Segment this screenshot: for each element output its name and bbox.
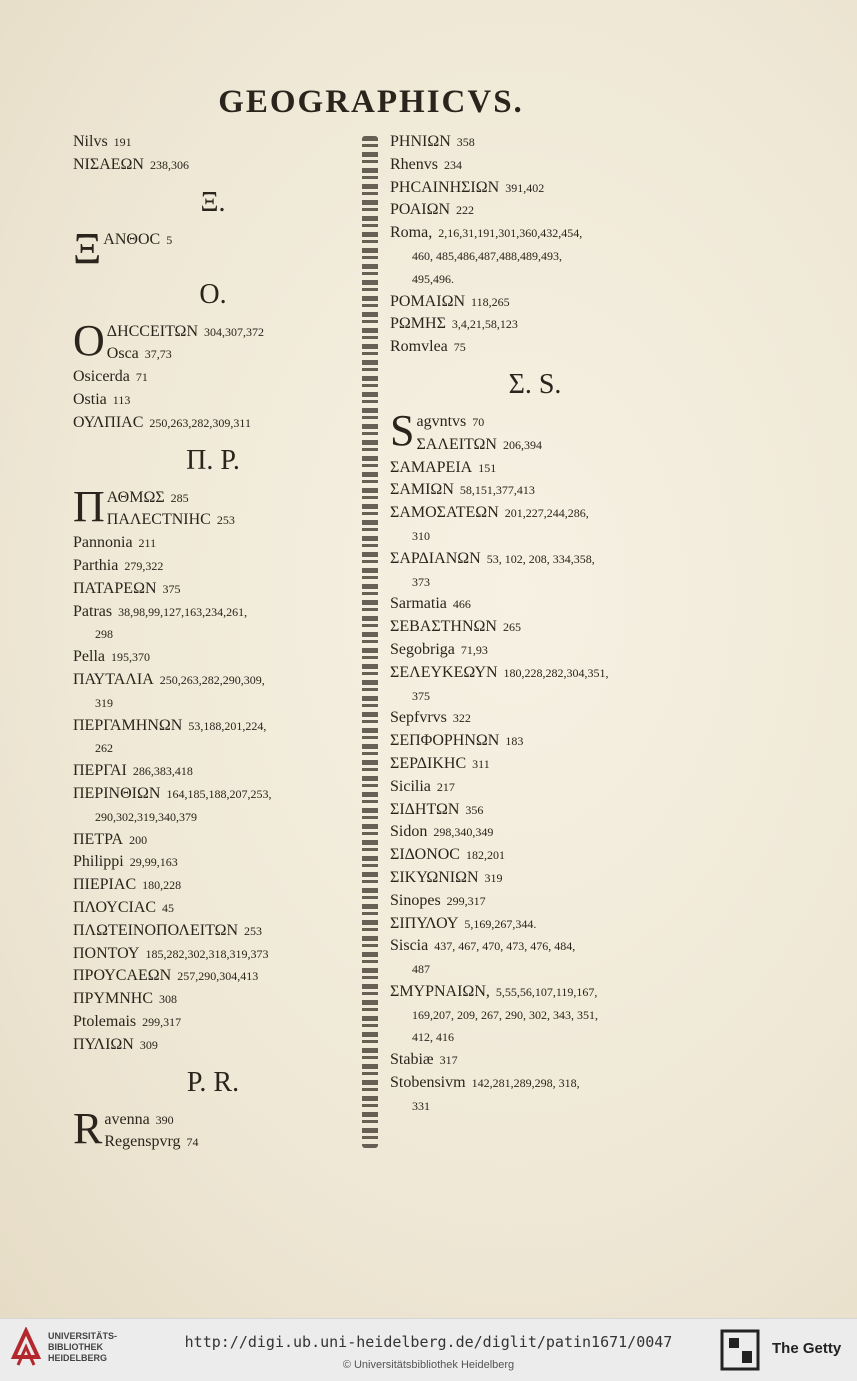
index-entry [390,502,680,525]
entry-term: ΡΗCΑΙΝΗΣΙΩΝ [390,178,500,196]
entry-page-numbers: 265 [502,620,521,635]
index-entry [390,821,680,844]
index-entry [73,783,353,806]
index-entry [390,199,680,222]
index-entry [73,131,353,154]
index-entry [390,154,680,177]
index-entry [390,639,680,662]
entry-term: Roma, [390,224,433,242]
entry-term: ΡΟΑΙΩΝ [390,201,451,219]
entry-page-numbers: 183 [505,734,524,749]
entry-page-numbers: 257,290,304,413 [177,969,259,984]
entry-term: Philippi [73,853,124,871]
entry-term: ΣΑΡΔΙΑΝΩΝ [390,549,481,567]
entry-page-numbers: 195,370 [111,650,150,665]
entry-page-numbers: 391,402 [505,180,545,195]
index-column-right [390,131,680,1118]
entry-continuation: 412, 416 [412,1030,454,1045]
entry-page-numbers: 311 [472,756,490,771]
entry-term: Rhenvs [390,155,438,173]
index-entry [390,479,680,502]
index-entry [390,890,680,913]
section-letter-heading: Ξ. [200,186,226,218]
entry-term: Parthia [73,556,119,574]
drop-cap-lines [103,229,172,252]
index-entry [416,434,542,457]
index-entry [73,760,353,783]
entry-continuation: 290,302,319,340,379 [95,809,197,824]
section-letter-heading: Π. P. [186,444,240,476]
index-entry [390,844,680,867]
index-entry [390,753,680,776]
entry-continuation: 375 [412,688,430,703]
entry-page-numbers: 185,282,302,318,319,373 [145,946,269,961]
entry-term: Osca [106,345,139,363]
entry-term: ΣΙΠΥΛΟΥ [390,914,459,932]
library-line: BIBLIOTHEK [48,1342,103,1352]
entry-page-numbers: 286,383,418 [132,764,193,779]
entry-term: ΠΙΕΡΙΑC [73,876,137,894]
copyright-notice: © Universitätsbibliothek Heidelberg [342,1359,515,1371]
entry-term: ΣΑΛΕΙΤΩΝ [416,435,497,453]
entry-page-numbers: 2,16,31,191,301,360,432,454, [438,226,583,241]
entry-page-numbers: 201,227,244,286, [504,506,589,521]
index-entry [390,662,680,685]
entry-page-numbers: 113 [112,392,131,407]
entry-continuation: 495,496. [412,271,454,286]
entry-page-numbers: 437, 467, 470, 473, 476, 484, [434,939,576,954]
entry-page-numbers: 466 [452,597,471,612]
entry-continuation: 487 [412,962,430,977]
entry-page-numbers: 58,151,377,413 [459,483,535,498]
section-letter-heading: O. [199,278,227,310]
entry-term: Patras [73,602,113,620]
index-entry [104,1131,198,1154]
entry-page-numbers: 309 [139,1037,158,1052]
index-entry [73,601,353,624]
entry-page-numbers: 299,317 [142,1014,182,1029]
index-entry [107,321,264,344]
index-entry [390,616,680,639]
entry-term: ΡΗΝΙΩΝ [390,133,451,150]
entry-page-numbers: 191 [113,135,132,149]
entry-term: ΟΥΛΠΙΑC [73,413,144,431]
drop-cap-lines [107,487,235,533]
entry-page-numbers: 142,281,289,298, 318, [471,1076,580,1091]
entry-page-numbers: 180,228 [142,878,182,893]
index-entry [390,177,680,200]
drop-cap-lines [107,321,264,367]
index-entry [107,343,264,366]
index-entry [390,776,680,799]
entry-term: Stobensivm [390,1074,466,1092]
index-entry [73,943,353,966]
entry-term: Osicerda [73,368,130,386]
entry-term: ΑΘΜΩΣ [106,488,165,506]
entry-term: ΣΙΔΗΤΩΝ [390,800,460,818]
entry-page-numbers: 285 [170,490,189,505]
drop-cap-initial: Ξ [73,223,102,273]
entry-term: Romvlea [390,338,448,356]
entry-page-numbers: 180,228,282,304,351, [503,665,609,680]
entry-term: ΠΑΛΕCΤΝΙΗC [106,511,211,529]
entry-page-numbers: 298,340,349 [433,825,494,840]
entry-continuation: 373 [412,574,430,589]
drop-cap-initial: R [73,1103,103,1153]
entry-term: ΣΜΥΡΝΑΙΩΝ, [390,982,490,1000]
entry-page-numbers: 211 [138,536,157,551]
index-entry [73,532,353,555]
entry-term: ΣΙΔΟΝΟC [390,846,460,864]
entry-page-numbers: 200 [129,832,148,847]
index-entry [73,389,353,412]
index-entry [390,730,680,753]
entry-term: ΠΡΥΜΝΗC [73,990,154,1008]
drop-cap-initial: S [390,405,415,455]
library-line: UNIVERSITÄTS- [48,1331,118,1341]
entry-page-numbers: 253 [216,513,235,528]
entry-term: agvntvs [416,412,467,430]
entry-term: Sarmatia [390,595,447,613]
entry-term: Nilvs [73,133,108,150]
entry-continuation: 298 [95,627,113,642]
entry-page-numbers: 5 [166,232,173,247]
index-column-left [73,131,353,1154]
entry-term: Sinopes [390,891,441,909]
entry-page-numbers: 319 [484,870,503,885]
entry-page-numbers: 308 [159,992,178,1007]
entry-page-numbers: 206,394 [502,437,542,452]
entry-page-numbers: 217 [436,779,455,794]
drop-cap-initial: Π [73,481,105,531]
index-entry [390,336,680,359]
entry-page-numbers: 38,98,99,127,163,234,261, [118,604,248,619]
entry-page-numbers: 164,185,188,207,253, [166,786,272,801]
entry-page-numbers: 5,169,267,344. [464,916,537,931]
entry-term: ΣΕΒΑΣΤΗΝΩΝ [390,618,497,636]
index-entry [390,1049,680,1072]
index-entry [73,965,353,988]
entry-term: ΠΕΡΙΝΘΙΩΝ [73,784,161,802]
entry-term: ΠΟΝΤΟΥ [73,944,140,962]
entry-term: Sicilia [390,777,431,795]
index-entry [73,874,353,897]
entry-term: ΠΥΛΙΩΝ [73,1035,134,1053]
getty-logo-icon [720,1329,760,1371]
entry-page-numbers: 29,99,163 [129,855,178,870]
entry-term: Segobriga [390,640,455,658]
index-entry [73,669,353,692]
entry-term: ΣΕΠΦΟΡΗΝΩΝ [390,732,500,750]
viewer-footer [0,1318,857,1381]
entry-term: Pella [73,648,105,666]
entry-continuation: 262 [95,741,113,756]
entry-term: ΔΗCCΕΙΤΩΝ [106,322,198,340]
index-entry [390,935,680,958]
entry-term: Stabiæ [390,1051,434,1069]
entry-term: Sidon [390,823,428,841]
drop-cap-entry [73,481,353,533]
entry-term: ΠΛΩΤΕΙΝΟΠΟΛΕΙΤΩΝ [73,921,239,939]
index-entry [73,646,353,669]
section-letter-heading: P. R. [186,1066,240,1098]
drop-cap-lines [104,1109,198,1155]
index-entry [390,457,680,480]
index-entry [73,1011,353,1034]
entry-page-numbers: 356 [465,802,484,817]
index-entry [107,509,235,532]
entry-page-numbers: 279,322 [124,558,164,573]
index-entry [73,715,353,738]
entry-term: ΣΕΛΕΥΚΕΩΥΝ [390,663,498,681]
index-entry [73,412,353,435]
index-entry [73,555,353,578]
entry-page-numbers: 358 [456,135,475,149]
index-entry [73,920,353,943]
entry-term: Regenspvrg [104,1133,181,1151]
index-entry [73,1034,353,1057]
entry-page-numbers: 75 [453,340,466,355]
entry-page-numbers: 74 [186,1135,199,1150]
index-entry [73,988,353,1011]
entry-term: ΠΕΤΡΑ [73,830,124,848]
index-entry [104,1109,198,1132]
entry-page-numbers: 71 [135,370,148,385]
entry-page-numbers: 37,73 [144,347,172,362]
drop-cap-lines [416,411,542,457]
page-title: GEOGRAPHICVS. [218,84,524,120]
index-entry [390,913,680,936]
index-entry [390,131,680,154]
entry-page-numbers: 3,4,21,58,123 [451,317,518,332]
library-line: HEIDELBERG [48,1353,108,1363]
index-entry [390,981,680,1004]
entry-page-numbers: 182,201 [465,848,505,863]
index-entry [390,313,680,336]
entry-page-numbers: 238,306 [149,157,189,172]
entry-term: ΣΕΡΔΙΚΗC [390,754,467,772]
entry-continuation: 169,207, 209, 267, 290, 302, 343, 351, [412,1007,598,1022]
entry-term: Sepfvrvs [390,709,447,727]
entry-page-numbers: 299,317 [446,893,486,908]
entry-term: ΡΩΜΗΣ [390,315,446,333]
index-entry [73,366,353,389]
entry-term: ΠΛΟΥCΙΑC [73,898,157,916]
entry-page-numbers: 304,307,372 [204,324,264,339]
index-entry [103,229,172,252]
index-entry [390,222,680,245]
entry-page-numbers: 118,265 [471,294,510,309]
document-url-link[interactable]: http://digi.ub.uni-heidelberg.de/diglit/patin1671/0047 [184,1333,673,1351]
drop-cap-entry [73,223,353,273]
index-entry [416,411,542,434]
entry-term: ΡΟΜΑΙΩΝ [390,292,466,310]
entry-term: ΑΝΘΟC [103,230,161,248]
index-entry [390,799,680,822]
ornamental-divider [362,136,378,1148]
entry-continuation: 331 [412,1098,430,1113]
entry-page-numbers: 317 [439,1053,458,1068]
section-letter-heading: Σ. S. [508,368,562,400]
index-entry [107,487,235,510]
entry-term: Pannonia [73,534,133,552]
entry-page-numbers: 70 [472,414,485,429]
entry-page-numbers: 53,188,201,224, [188,718,267,733]
index-entry [390,1072,680,1095]
index-entry [390,548,680,571]
entry-term: avenna [104,1110,150,1128]
drop-cap-entry [73,1103,353,1155]
entry-page-numbers: 45 [162,900,175,915]
entry-page-numbers: 234 [444,157,462,172]
entry-page-numbers: 5,55,56,107,119,167, [495,984,598,999]
index-entry [73,851,353,874]
drop-cap-initial: O [73,315,105,365]
entry-continuation: 319 [95,695,113,710]
entry-page-numbers: 322 [452,711,471,726]
index-entry [73,829,353,852]
entry-page-numbers: 250,263,282,309,311 [149,415,251,430]
entry-page-numbers: 151 [478,460,497,475]
entry-term: ΠΕΡΓΑΜΗΝΩΝ [73,716,183,734]
entry-term: ΠΑΥΤΑΛΙΑ [73,670,154,688]
index-entry [73,897,353,920]
entry-term: ΝΙΣΑΕΩΝ [73,155,144,173]
index-entry [390,867,680,890]
entry-continuation: 460, 485,486,487,488,489,493, [412,248,562,263]
entry-page-numbers: 222 [456,203,475,218]
index-entry [390,593,680,616]
index-entry [390,707,680,730]
entry-continuation: 310 [412,528,430,543]
entry-page-numbers: 253 [244,923,263,938]
drop-cap-entry [390,405,680,457]
entry-term: ΠΑΤΑΡΕΩΝ [73,579,157,597]
entry-term: ΠΕΡΓΑΙ [73,762,127,780]
entry-term: Siscia [390,937,429,955]
entry-term: ΣΙΚΥΩΝΙΩΝ [390,868,479,886]
entry-page-numbers: 250,263,282,290,309, [159,672,265,687]
partner-name: The Getty [772,1340,842,1357]
drop-cap-entry [73,315,353,367]
entry-term: ΠΡΟΥCΑΕΩΝ [73,967,172,985]
index-entry [390,291,680,314]
entry-term: Ptolemais [73,1012,137,1030]
index-entry [73,154,353,177]
entry-term: ΣΑΜΙΩΝ [390,481,454,499]
entry-term: ΣΑΜΟΣΑΤΕΩΝ [390,504,499,522]
entry-page-numbers: 53, 102, 208, 334,358, [486,551,595,566]
entry-term: Ostia [73,390,107,408]
entry-term: ΣΑΜΑΡΕΙΑ [390,458,473,476]
index-entry [73,578,353,601]
entry-page-numbers: 71,93 [460,642,488,657]
entry-page-numbers: 390 [155,1112,174,1127]
entry-page-numbers: 375 [162,581,181,596]
